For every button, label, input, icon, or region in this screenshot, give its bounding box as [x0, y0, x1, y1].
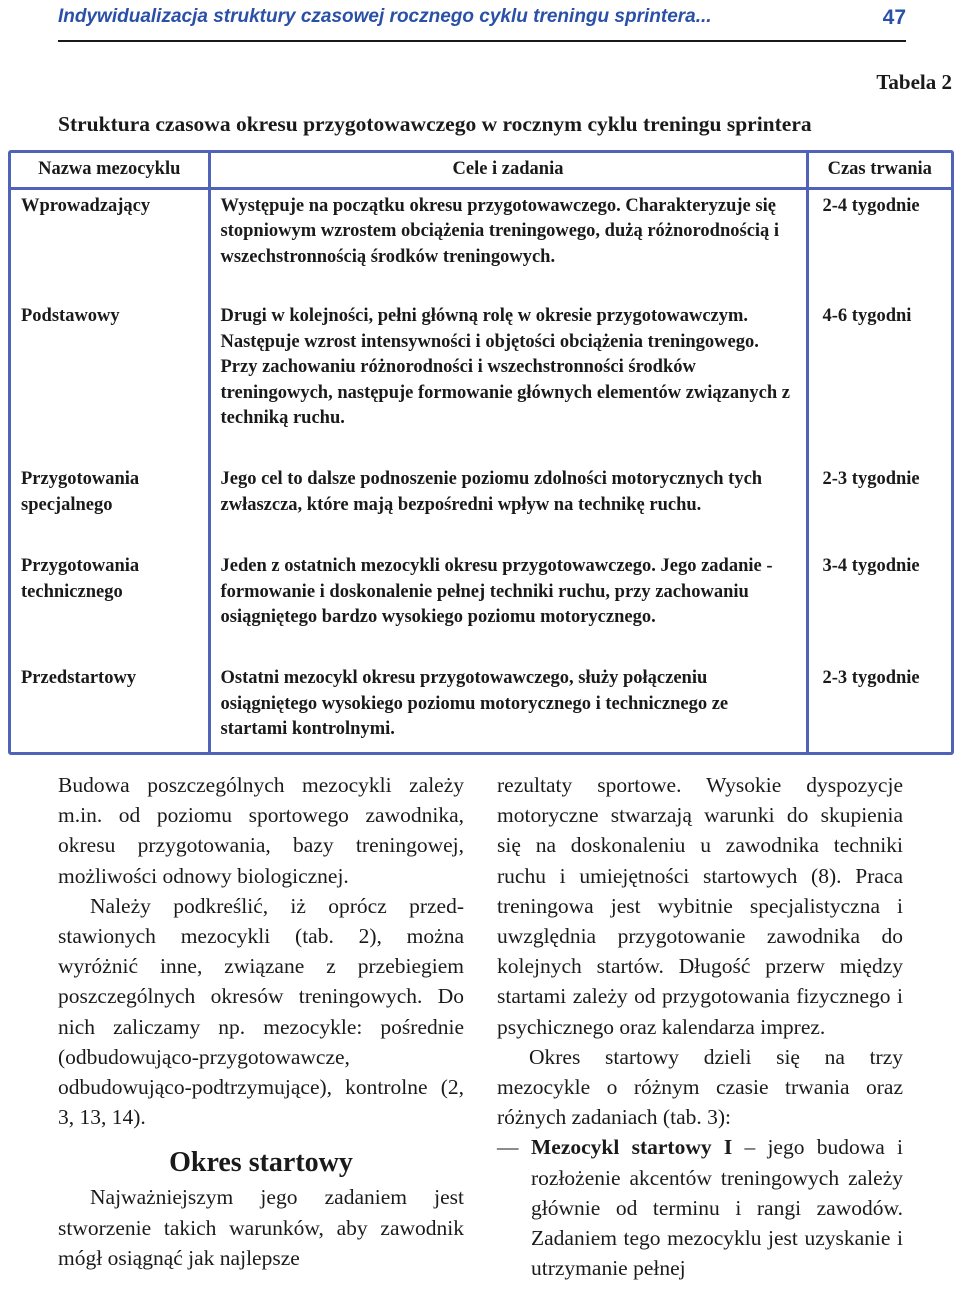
mesocycle-name: Podstawowy: [11, 300, 209, 463]
mesocycle-goals: Występuje na początku okresu przygotowawczego. Charakteryzuje się stopniowym wzrostem obciążenia treningowego, dużą różnorodnością i wszechstronnością środków treningowych.: [209, 188, 807, 300]
table-label: Tabela 2: [876, 70, 952, 94]
table-row: [11, 662, 951, 752]
table-row: [11, 188, 951, 300]
column-header-goals: Cele i zadania: [209, 153, 807, 188]
mesocycle-duration: 3-4 tygodnie: [822, 556, 920, 576]
list-item: [497, 1132, 903, 1283]
body-paragraph: Okres startowy dzieli się na trzy mezocykle o różnym czasie trwania oraz różnych zadaniach (tab. 3):: [497, 1044, 903, 1130]
list-dash: —: [497, 1135, 519, 1160]
body-paragraph: Należy podkreślić, iż oprócz przedstawionych mezocykli (tab. 2), można wyróżnić inne, związane z przebiegiem poszczególnych okresów treningowych. Do nich zaliczamy np. mezocykle: pośrednie (odbudowująco-przygotowawcze, odbudowująco-podtrzymujące), kontrolne (2, 3, 13, 14).: [58, 893, 464, 1130]
mesocycle-duration: 2-3 tygodnie: [822, 469, 920, 489]
mesocycle-goals: Jego cel to dalsze podnoszenie poziomu zdolności motorycznych tych zwłaszcza, które mają bezpośredni wpływ na technikę ruchu.: [209, 463, 807, 550]
mesocycle-goals: Jeden z ostatnich mezocykli okresu przygotowawczego. Jego zadanie - formowanie i doskonalenie pełnej techniki ruchu, przy zachowaniu osiągniętego bardzo wysokiego poziomu motorycznego.: [209, 550, 807, 662]
table-header-row: [11, 153, 951, 188]
text-column-right: [497, 770, 903, 1283]
mesocycle-table-grid: [11, 153, 951, 752]
body-paragraph: Budowa poszczególnych mezocykli zależy m.in. od poziomu sportowego zawodnika, okresu przygotowania, bazy treningowej, możliwości odnowy biologicznej.: [58, 773, 464, 888]
list-item-term: Mezocykl startowy I: [531, 1135, 733, 1160]
mesocycle-name: Przedstartowy: [11, 662, 209, 752]
column-header-duration: Czas trwania: [807, 153, 951, 188]
table-row: [11, 550, 951, 662]
mesocycle-goals: Drugi w kolejności, pełni główną rolę w okresie przygotowawczym. Następuje wzrost intensywności i objętości obciążenia treningowego. Przy zachowaniu różnorodności i wszechstronności środków treningowych, następuje formowanie głównych elementów związanych z techniką ruchu.: [209, 300, 807, 463]
mesocycle-goals: Ostatni mezocykl okresu przygotowawczego, służy połączeniu osiągniętego wysokiego poziomu motorycznego i technicznego ze startami kontrolnymi.: [209, 662, 807, 752]
table-caption: Struktura czasowa okresu przygotowawczego w rocznym cyklu treningu sprintera: [58, 112, 812, 136]
column-header-name: Nazwa mezocyklu: [11, 153, 209, 188]
mesocycle-table: [8, 150, 954, 755]
mesocycle-name: Przygotowania specjalnego: [11, 463, 209, 550]
mesocycle-duration: 2-3 tygodnie: [822, 668, 920, 688]
mesocycle-name: Wprowadzający: [11, 188, 209, 300]
page-number: 47: [882, 6, 906, 29]
section-heading: Okres startowy: [169, 1147, 353, 1179]
text-column-left: [58, 770, 464, 1273]
running-title: Indywidualizacja struktury czasowej rocznego cyklu treningu sprintera...: [58, 6, 712, 27]
body-paragraph: rezultaty sportowe. Wysokie dyspozycje motoryczne stwarzają warunki do skupienia się na doskonaleniu u zawodnika techniki ruchu i umiejętności startowych (8). Praca treningowa jest wybitnie specjalistyczna i uwzględnia przygotowanie zawodnika do kolejnych startów. Długość przerw między startami zależy od przygotowania fizycznego i psychicznego oraz kalendarza imprez.: [497, 773, 903, 1039]
mesocycle-name: Przygotowania technicznego: [11, 550, 209, 662]
mesocycle-duration: 2-4 tygodnie: [822, 195, 920, 216]
table-row: [11, 300, 951, 463]
list-item-text: – jego budowa i rozłożenie akcentów treningowych zależy głównie od terminu i rangi zawodów. Zadaniem tego mezocyklu jest uzyskanie i utrzymanie pełnej: [531, 1135, 903, 1281]
body-paragraph: Najważniejszym jego zadaniem jest stworzenie takich warunków, aby zawodnik mógł osiągnąć jak najlepsze: [58, 1185, 464, 1270]
mesocycle-duration: 4-6 tygodni: [822, 306, 912, 326]
table-row: [11, 463, 951, 550]
running-header: [58, 4, 906, 42]
